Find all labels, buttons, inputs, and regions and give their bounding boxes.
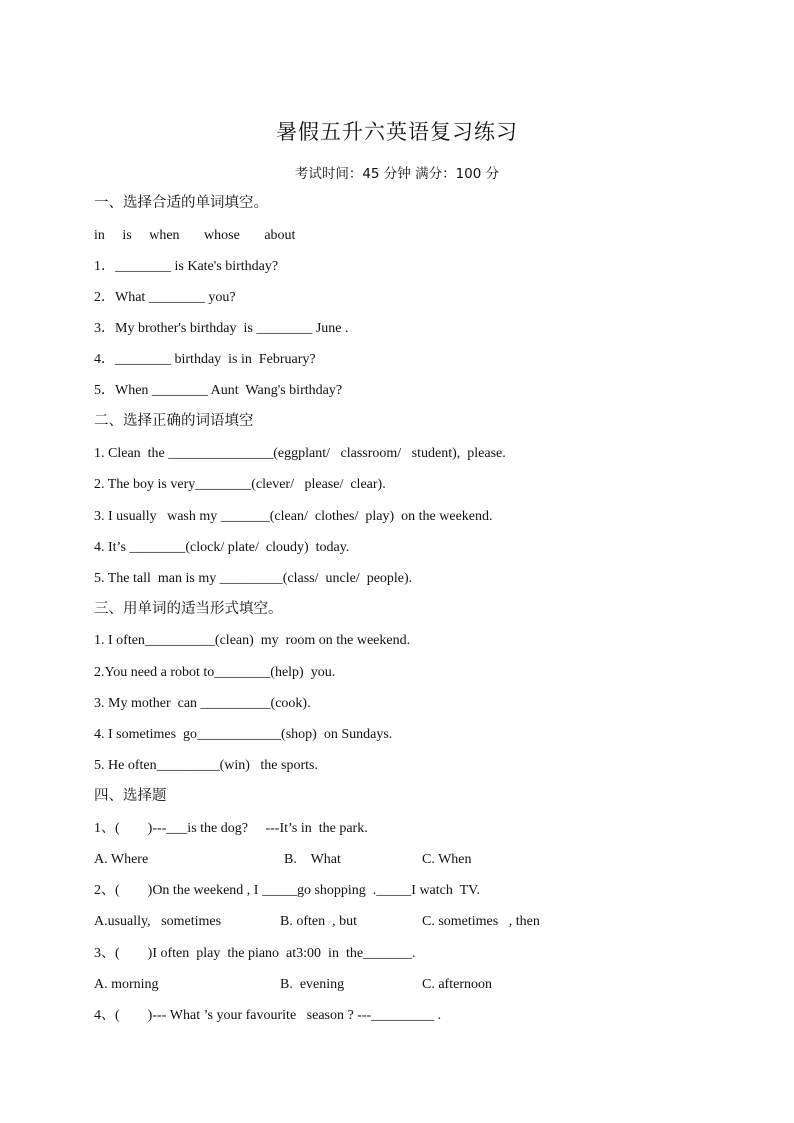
- s3-question-1: 1. I often__________(clean) my room on the weekend.: [94, 633, 411, 648]
- page-title: 暑假五升六英语复习练习: [276, 120, 518, 144]
- section3-heading: 三、用单词的适当形式填空。: [94, 601, 283, 617]
- s2-question-5: 5. The tall man is my _________(class/ uncle/ people).: [94, 571, 413, 586]
- mc-q1-option-b: B. What: [284, 852, 341, 867]
- s1-question-1: 1．________ is Kate's birthday?: [94, 259, 279, 274]
- s2-question-2: 2. The boy is very________(clever/ please/ clear).: [94, 477, 386, 492]
- mc-q3-option-b: B. evening: [280, 977, 345, 992]
- s2-question-3: 3. I usually wash my _______(clean/ clothes/ play) on the weekend.: [94, 509, 493, 524]
- s2-question-1: 1. Clean the _______________(eggplant/ classroom/ student), please.: [94, 446, 506, 461]
- s3-question-4: 4. I sometimes go____________(shop) on Sundays.: [94, 727, 393, 742]
- mc-q2-option-b: B. often , but: [280, 914, 357, 929]
- mc-question-4: 4、( )--- What ’s your favourite season ? ---_________ .: [94, 1008, 442, 1023]
- mc-q2-option-a: A.usually, sometimes: [94, 914, 222, 929]
- mc-q1-option-a: A. Where: [94, 852, 149, 867]
- mc-question-3: 3、( )I often play the piano at3:00 in the_______.: [94, 946, 416, 961]
- s2-question-4: 4. It’s ________(clock/ plate/ cloudy) today.: [94, 540, 350, 555]
- s3-question-5: 5. He often_________(win) the sports.: [94, 758, 318, 773]
- s1-question-4: 4．________ birthday is in February?: [94, 352, 316, 367]
- s1-question-2: 2．What ________ you?: [94, 290, 236, 305]
- word-bank: in is when whose about: [94, 228, 296, 243]
- s1-question-5: 5．When ________ Aunt Wang's birthday?: [94, 383, 343, 398]
- s3-question-2: 2.You need a robot to________(help) you.: [94, 665, 336, 680]
- mc-q3-option-a: A. morning: [94, 977, 159, 992]
- s3-question-3: 3. My mother can __________(cook).: [94, 696, 311, 711]
- mc-question-1: 1、( )---___is the dog? ---It’s in the park.: [94, 821, 368, 836]
- section4-heading: 四、选择题: [94, 788, 167, 804]
- mc-question-2: 2、( )On the weekend , I _____go shopping ._____I watch TV.: [94, 883, 480, 898]
- section2-heading: 二、选择正确的词语填空: [94, 413, 254, 429]
- mc-q2-option-c: C. sometimes , then: [422, 914, 540, 929]
- s1-question-3: 3．My brother's birthday is ________ June .: [94, 321, 349, 336]
- exam-info: 考试时间：45 分钟 满分：100 分: [294, 166, 500, 182]
- section1-heading: 一、选择合适的单词填空。: [94, 195, 268, 211]
- mc-q3-option-c: C. afternoon: [422, 977, 492, 992]
- mc-q1-option-c: C. When: [422, 852, 472, 867]
